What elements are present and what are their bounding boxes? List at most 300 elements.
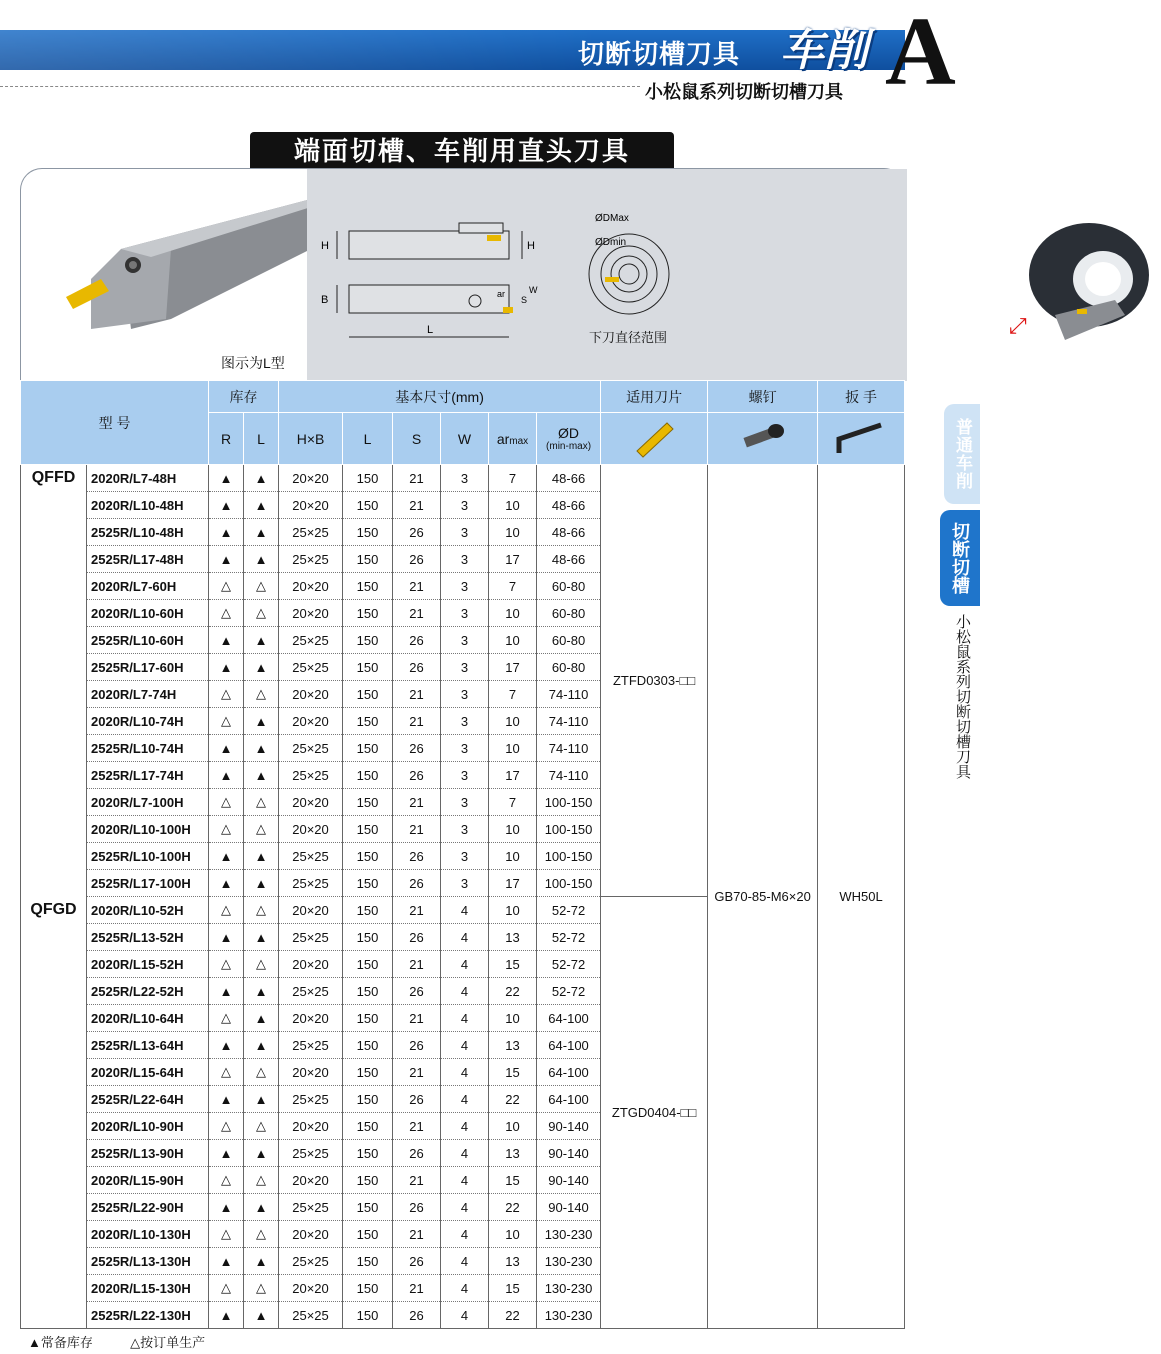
od-cell: 48-66 — [537, 492, 601, 519]
stock-l-cell: △ — [244, 573, 279, 600]
stock-l-cell: ▲ — [244, 843, 279, 870]
model-cell: 2020R/L15-130H — [87, 1275, 209, 1302]
od-cell: 52-72 — [537, 924, 601, 951]
od-cell: 100-150 — [537, 870, 601, 897]
s-cell: 26 — [393, 735, 441, 762]
screw-cell: GB70-85-M6×20 — [708, 465, 818, 1329]
s-cell: 26 — [393, 1140, 441, 1167]
stock-r-cell: △ — [209, 708, 244, 735]
hxb-cell: 25×25 — [279, 1302, 343, 1329]
spec-table — [20, 380, 905, 1329]
length-cell: 150 — [343, 897, 393, 924]
hxb-cell: 25×25 — [279, 546, 343, 573]
stock-r-cell: ▲ — [209, 1086, 244, 1113]
length-cell: 150 — [343, 762, 393, 789]
stock-l-cell: △ — [244, 897, 279, 924]
stock-l-cell: ▲ — [244, 735, 279, 762]
stock-r-cell: △ — [209, 1113, 244, 1140]
stock-l-cell: △ — [244, 1167, 279, 1194]
length-cell: 150 — [343, 816, 393, 843]
ar-cell: 10 — [489, 897, 537, 924]
header-ar-sub: max — [509, 435, 529, 447]
od-cell: 74-110 — [537, 681, 601, 708]
hxb-cell: 25×25 — [279, 654, 343, 681]
stock-l-cell: △ — [244, 816, 279, 843]
length-cell: 150 — [343, 1221, 393, 1248]
w-cell: 4 — [441, 1302, 489, 1329]
s-cell: 21 — [393, 492, 441, 519]
stock-r-cell: ▲ — [209, 492, 244, 519]
tool-illustration — [21, 169, 311, 381]
length-cell: 150 — [343, 1248, 393, 1275]
od-cell: 90-140 — [537, 1113, 601, 1140]
length-cell: 150 — [343, 492, 393, 519]
divider — [0, 86, 640, 87]
od-cell: 52-72 — [537, 978, 601, 1005]
ar-cell: 10 — [489, 1113, 537, 1140]
series-cell: QFGD — [21, 897, 87, 1329]
od-cell: 48-66 — [537, 519, 601, 546]
stock-l-cell: ▲ — [244, 627, 279, 654]
dmin-label: ØDmin — [595, 237, 627, 248]
figure-panel — [20, 168, 1027, 381]
stock-r-cell: ▲ — [209, 762, 244, 789]
stock-r-cell: ▲ — [209, 627, 244, 654]
ar-cell: 10 — [489, 519, 537, 546]
w-cell: 4 — [441, 1248, 489, 1275]
od-cell: 100-150 — [537, 843, 601, 870]
s-cell: 26 — [393, 1032, 441, 1059]
w-cell: 3 — [441, 627, 489, 654]
w-cell: 3 — [441, 492, 489, 519]
section-title: 端面切槽、车削用直头刀具 — [250, 132, 674, 170]
stock-l-cell: ▲ — [244, 870, 279, 897]
header-insert: 适用刀片 — [601, 381, 708, 413]
dim-h-label-right: H — [527, 240, 535, 252]
od-cell: 60-80 — [537, 573, 601, 600]
stock-l-cell: ▲ — [244, 1248, 279, 1275]
length-cell: 150 — [343, 1059, 393, 1086]
stock-r-cell: ▲ — [209, 735, 244, 762]
stock-r-cell: △ — [209, 600, 244, 627]
ar-cell: 10 — [489, 708, 537, 735]
s-cell: 21 — [393, 951, 441, 978]
dim-w-label: W — [529, 285, 538, 295]
ar-cell: 13 — [489, 924, 537, 951]
od-cell: 90-140 — [537, 1167, 601, 1194]
length-cell: 150 — [343, 1086, 393, 1113]
hxb-cell: 20×20 — [279, 681, 343, 708]
hxb-cell: 25×25 — [279, 519, 343, 546]
ar-cell: 7 — [489, 789, 537, 816]
stock-l-cell: ▲ — [244, 465, 279, 492]
ar-cell: 22 — [489, 1302, 537, 1329]
w-cell: 3 — [441, 735, 489, 762]
header-od-main: ØD — [558, 425, 580, 441]
stock-l-cell: ▲ — [244, 1194, 279, 1221]
w-cell: 4 — [441, 1275, 489, 1302]
ar-cell: 15 — [489, 1167, 537, 1194]
stock-l-cell: ▲ — [244, 1086, 279, 1113]
od-cell: 74-110 — [537, 735, 601, 762]
header-screw: 螺钉 — [708, 381, 818, 413]
header-w: W — [441, 413, 489, 465]
cutoff-diagram — [569, 199, 709, 329]
w-cell: 4 — [441, 1113, 489, 1140]
w-cell: 3 — [441, 816, 489, 843]
length-cell: 150 — [343, 1113, 393, 1140]
ar-cell: 15 — [489, 1059, 537, 1086]
dim-s-label: S — [521, 295, 528, 305]
w-cell: 3 — [441, 870, 489, 897]
stock-r-cell: ▲ — [209, 924, 244, 951]
header-stock: 库存 — [209, 381, 279, 413]
w-cell: 3 — [441, 465, 489, 492]
length-cell: 150 — [343, 789, 393, 816]
stock-r-cell: ▲ — [209, 1194, 244, 1221]
stock-r-cell: △ — [209, 789, 244, 816]
length-cell: 150 — [343, 519, 393, 546]
w-cell: 4 — [441, 1140, 489, 1167]
model-cell: 2020R/L10-90H — [87, 1113, 209, 1140]
length-cell: 150 — [343, 843, 393, 870]
hxb-cell: 25×25 — [279, 978, 343, 1005]
s-cell: 21 — [393, 465, 441, 492]
stock-l-cell: ▲ — [244, 546, 279, 573]
hxb-cell: 25×25 — [279, 1140, 343, 1167]
stock-r-cell: △ — [209, 681, 244, 708]
stock-l-cell: △ — [244, 1059, 279, 1086]
stock-r-cell: △ — [209, 1275, 244, 1302]
header-od-sub: (min-max) — [546, 441, 592, 452]
s-cell: 26 — [393, 762, 441, 789]
ar-cell: 17 — [489, 546, 537, 573]
w-cell: 4 — [441, 1167, 489, 1194]
od-cell: 130-230 — [537, 1248, 601, 1275]
header-l: L — [244, 413, 279, 465]
hxb-cell: 20×20 — [279, 465, 343, 492]
model-cell: 2020R/L10-100H — [87, 816, 209, 843]
w-cell: 3 — [441, 843, 489, 870]
model-cell: 2020R/L7-100H — [87, 789, 209, 816]
model-cell: 2525R/L17-100H — [87, 870, 209, 897]
s-cell: 21 — [393, 1113, 441, 1140]
ar-cell: 22 — [489, 1086, 537, 1113]
series-cell: QFFD — [21, 465, 87, 897]
od-cell: 64-100 — [537, 1059, 601, 1086]
stock-r-cell: △ — [209, 1059, 244, 1086]
model-cell: 2020R/L7-48H — [87, 465, 209, 492]
stock-l-cell: ▲ — [244, 924, 279, 951]
w-cell: 4 — [441, 897, 489, 924]
header-length: L — [343, 413, 393, 465]
w-cell: 4 — [441, 951, 489, 978]
stock-l-cell: ▲ — [244, 1140, 279, 1167]
dimension-drawing — [307, 169, 567, 369]
od-cell: 130-230 — [537, 1302, 601, 1329]
hxb-cell: 25×25 — [279, 1194, 343, 1221]
stock-l-cell: △ — [244, 789, 279, 816]
w-cell: 3 — [441, 681, 489, 708]
od-cell: 64-100 — [537, 1005, 601, 1032]
ar-cell: 10 — [489, 735, 537, 762]
ar-cell: 17 — [489, 870, 537, 897]
s-cell: 26 — [393, 1248, 441, 1275]
header-basic-dims: 基本尺寸(mm) — [279, 381, 601, 413]
hxb-cell: 20×20 — [279, 600, 343, 627]
stock-l-cell: △ — [244, 1275, 279, 1302]
w-cell: 3 — [441, 519, 489, 546]
length-cell: 150 — [343, 708, 393, 735]
dim-ar-label: ar — [497, 289, 506, 299]
length-cell: 150 — [343, 681, 393, 708]
w-cell: 3 — [441, 654, 489, 681]
model-cell: 2020R/L10-74H — [87, 708, 209, 735]
ar-cell: 10 — [489, 816, 537, 843]
w-cell: 3 — [441, 762, 489, 789]
w-cell: 4 — [441, 1032, 489, 1059]
w-cell: 3 — [441, 708, 489, 735]
od-cell: 52-72 — [537, 897, 601, 924]
s-cell: 26 — [393, 1086, 441, 1113]
length-cell: 150 — [343, 1194, 393, 1221]
w-cell: 4 — [441, 924, 489, 951]
s-cell: 26 — [393, 1302, 441, 1329]
ar-cell: 17 — [489, 762, 537, 789]
stock-r-cell: △ — [209, 897, 244, 924]
od-cell: 74-110 — [537, 762, 601, 789]
stock-r-cell: ▲ — [209, 519, 244, 546]
header-title: 切断切槽刀具 — [578, 39, 741, 69]
ar-cell: 15 — [489, 1275, 537, 1302]
w-cell: 3 — [441, 546, 489, 573]
hxb-cell: 20×20 — [279, 492, 343, 519]
od-cell: 48-66 — [537, 546, 601, 573]
w-cell: 3 — [441, 573, 489, 600]
hxb-cell: 20×20 — [279, 897, 343, 924]
w-cell: 4 — [441, 978, 489, 1005]
stock-r-cell: ▲ — [209, 654, 244, 681]
dim-h-label: H — [321, 240, 329, 252]
length-cell: 150 — [343, 1140, 393, 1167]
svg-text:⤢: ⤢ — [1009, 314, 1027, 339]
stock-r-cell: ▲ — [209, 465, 244, 492]
length-cell: 150 — [343, 735, 393, 762]
model-cell: 2020R/L15-64H — [87, 1059, 209, 1086]
ar-cell: 10 — [489, 843, 537, 870]
model-cell: 2525R/L13-64H — [87, 1032, 209, 1059]
length-cell: 150 — [343, 1032, 393, 1059]
w-cell: 4 — [441, 1005, 489, 1032]
dim-l-label: L — [427, 324, 434, 336]
stock-r-cell: ▲ — [209, 1302, 244, 1329]
length-cell: 150 — [343, 465, 393, 492]
stock-l-cell: △ — [244, 951, 279, 978]
legend — [28, 1332, 205, 1351]
ar-cell: 10 — [489, 492, 537, 519]
length-cell: 150 — [343, 924, 393, 951]
ar-cell: 15 — [489, 951, 537, 978]
model-cell: 2020R/L15-90H — [87, 1167, 209, 1194]
figure-caption: 图示为L型 — [221, 355, 285, 371]
ar-cell: 7 — [489, 573, 537, 600]
length-cell: 150 — [343, 573, 393, 600]
w-cell: 4 — [441, 1194, 489, 1221]
s-cell: 26 — [393, 546, 441, 573]
od-cell: 60-80 — [537, 627, 601, 654]
stock-r-cell: △ — [209, 573, 244, 600]
stock-r-cell: △ — [209, 816, 244, 843]
ar-cell: 22 — [489, 1194, 537, 1221]
length-cell: 150 — [343, 1302, 393, 1329]
model-cell: 2020R/L10-52H — [87, 897, 209, 924]
model-cell: 2525R/L10-60H — [87, 627, 209, 654]
stock-l-cell: ▲ — [244, 762, 279, 789]
header-ar — [489, 413, 537, 465]
stock-l-cell: ▲ — [244, 978, 279, 1005]
hxb-cell: 20×20 — [279, 816, 343, 843]
od-cell: 100-150 — [537, 789, 601, 816]
s-cell: 21 — [393, 600, 441, 627]
s-cell: 26 — [393, 924, 441, 951]
header-hxb: H×B — [279, 413, 343, 465]
model-cell: 2020R/L7-60H — [87, 573, 209, 600]
s-cell: 26 — [393, 1194, 441, 1221]
header-bar-gradient — [0, 30, 600, 70]
hxb-cell: 20×20 — [279, 1275, 343, 1302]
table-row — [21, 465, 905, 492]
hxb-cell: 20×20 — [279, 1005, 343, 1032]
side-series-text: 小松鼠系列切断切槽刀具 — [954, 614, 971, 779]
s-cell: 21 — [393, 573, 441, 600]
dim-b-label: B — [321, 294, 329, 306]
wrench-icon — [818, 413, 905, 465]
model-cell: 2525R/L22-130H — [87, 1302, 209, 1329]
wrench-cell: WH50L — [818, 465, 905, 1329]
s-cell: 21 — [393, 1275, 441, 1302]
w-cell: 4 — [441, 1086, 489, 1113]
w-cell: 3 — [441, 789, 489, 816]
header-model: 型 号 — [21, 381, 209, 465]
hxb-cell: 20×20 — [279, 708, 343, 735]
model-cell: 2525R/L17-74H — [87, 762, 209, 789]
stock-l-cell: ▲ — [244, 1032, 279, 1059]
stock-l-cell: △ — [244, 1221, 279, 1248]
s-cell: 21 — [393, 1005, 441, 1032]
ar-cell: 10 — [489, 1005, 537, 1032]
model-cell: 2525R/L22-90H — [87, 1194, 209, 1221]
stock-l-cell: ▲ — [244, 708, 279, 735]
screw-icon — [708, 413, 818, 465]
spec-table-body — [21, 465, 905, 1329]
stock-r-cell: ▲ — [209, 843, 244, 870]
od-cell: 60-80 — [537, 600, 601, 627]
w-cell: 3 — [441, 600, 489, 627]
header-od — [537, 413, 601, 465]
tab-general-turning[interactable]: 普通车削 — [944, 404, 980, 504]
length-cell: 150 — [343, 600, 393, 627]
stock-l-cell: △ — [244, 681, 279, 708]
model-cell: 2020R/L10-48H — [87, 492, 209, 519]
header-ar-main: ar — [496, 430, 510, 447]
od-cell: 90-140 — [537, 1140, 601, 1167]
model-cell: 2525R/L17-48H — [87, 546, 209, 573]
model-cell: 2020R/L10-60H — [87, 600, 209, 627]
stock-r-cell: △ — [209, 951, 244, 978]
s-cell: 26 — [393, 519, 441, 546]
od-cell: 130-230 — [537, 1221, 601, 1248]
header-wrench: 扳 手 — [818, 381, 905, 413]
s-cell: 21 — [393, 1221, 441, 1248]
stock-l-cell: ▲ — [244, 654, 279, 681]
stock-l-cell: ▲ — [244, 1302, 279, 1329]
s-cell: 26 — [393, 627, 441, 654]
s-cell: 21 — [393, 708, 441, 735]
tab-parting-grooving[interactable]: 切断切槽 — [940, 510, 980, 606]
dmax-label: ØDMax — [595, 213, 629, 224]
s-cell: 21 — [393, 816, 441, 843]
hxb-cell: 25×25 — [279, 1086, 343, 1113]
hxb-cell: 25×25 — [279, 762, 343, 789]
stock-r-cell: ▲ — [209, 978, 244, 1005]
drawing-area — [307, 169, 1027, 381]
model-cell: 2525R/L10-48H — [87, 519, 209, 546]
ar-cell: 10 — [489, 1221, 537, 1248]
stock-r-cell: △ — [209, 1167, 244, 1194]
length-cell: 150 — [343, 978, 393, 1005]
s-cell: 26 — [393, 843, 441, 870]
ar-cell: 22 — [489, 978, 537, 1005]
length-cell: 150 — [343, 546, 393, 573]
hxb-cell: 20×20 — [279, 951, 343, 978]
od-cell: 64-100 — [537, 1086, 601, 1113]
od-cell: 48-66 — [537, 465, 601, 492]
tool-photo — [985, 205, 1161, 353]
w-cell: 4 — [441, 1059, 489, 1086]
model-cell: 2525R/L13-130H — [87, 1248, 209, 1275]
length-cell: 150 — [343, 951, 393, 978]
insert-cell: ZTFD0303-□□ — [601, 465, 708, 897]
insert-icon — [601, 413, 708, 465]
hxb-cell: 25×25 — [279, 843, 343, 870]
ar-cell: 10 — [489, 627, 537, 654]
photo-illustration — [985, 205, 1161, 353]
model-cell: 2525R/L22-64H — [87, 1086, 209, 1113]
hxb-cell: 25×25 — [279, 1032, 343, 1059]
ar-cell: 10 — [489, 600, 537, 627]
model-cell: 2020R/L10-130H — [87, 1221, 209, 1248]
hxb-cell: 20×20 — [279, 1167, 343, 1194]
stock-l-cell: ▲ — [244, 1005, 279, 1032]
od-cell: 90-140 — [537, 1194, 601, 1221]
stock-l-cell: △ — [244, 1113, 279, 1140]
insert-cell: ZTGD0404-□□ — [601, 897, 708, 1329]
model-cell: 2525R/L13-52H — [87, 924, 209, 951]
stock-r-cell: ▲ — [209, 870, 244, 897]
stock-r-cell: △ — [209, 1221, 244, 1248]
model-cell: 2525R/L10-74H — [87, 735, 209, 762]
stock-r-cell: ▲ — [209, 1248, 244, 1275]
hxb-cell: 20×20 — [279, 789, 343, 816]
model-cell: 2020R/L10-64H — [87, 1005, 209, 1032]
s-cell: 21 — [393, 1167, 441, 1194]
legend-stock: ▲常备库存 — [28, 1335, 93, 1350]
length-cell: 150 — [343, 1167, 393, 1194]
ar-cell: 7 — [489, 681, 537, 708]
s-cell: 26 — [393, 870, 441, 897]
hxb-cell: 25×25 — [279, 924, 343, 951]
model-cell: 2525R/L17-60H — [87, 654, 209, 681]
